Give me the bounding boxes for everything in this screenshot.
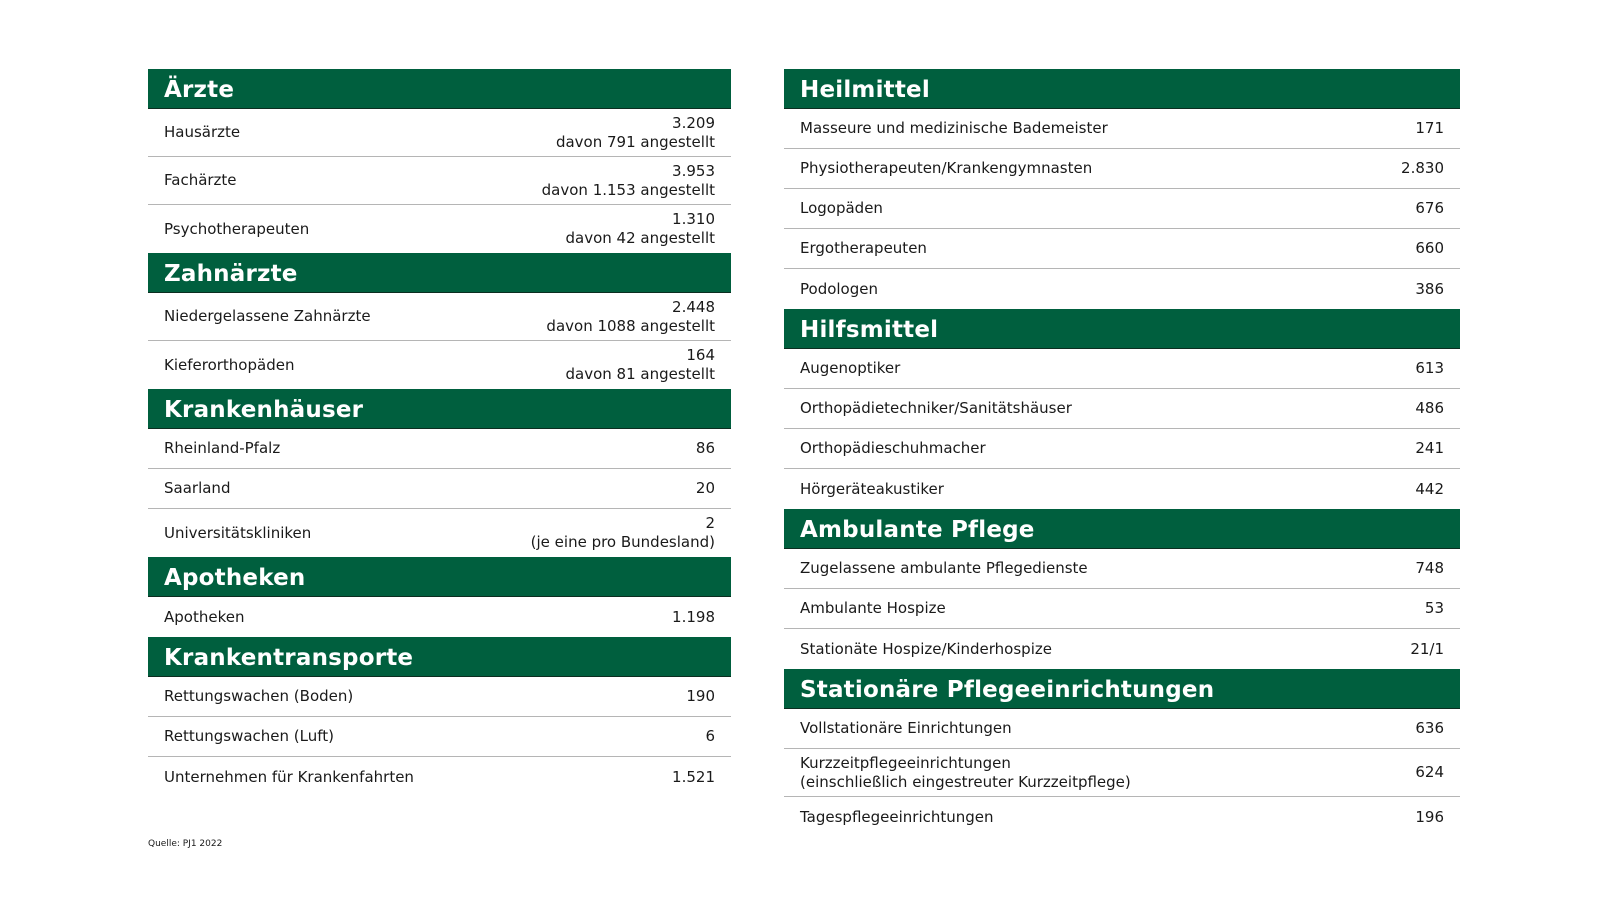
row-label: Masseure und medizinische Bademeister (800, 119, 1108, 137)
row-value: 196 (1415, 807, 1444, 826)
row-label: Hausärzte (164, 123, 241, 141)
table-row (784, 229, 1460, 269)
row-number: 3.209 (672, 113, 715, 132)
row-label: Niedergelassene Zahnärzte (164, 307, 371, 325)
section-header-heilmittel: Heilmittel (784, 69, 1460, 109)
row-value: 624 (1415, 763, 1444, 781)
row-number: 2 (705, 514, 715, 532)
row-label: Ergotherapeuten (800, 239, 927, 257)
table-row (148, 205, 731, 253)
row-value (566, 210, 716, 248)
row-label: Unternehmen für Krankenfahrten (164, 767, 414, 786)
row-value: 241 (1415, 439, 1444, 457)
row-value: 748 (1415, 559, 1444, 577)
row-value: 386 (1415, 279, 1444, 298)
section-header-krankentransporte: Krankentransporte (148, 637, 731, 677)
row-note: davon 42 angestellt (565, 229, 715, 247)
row-number: 164 (686, 346, 715, 364)
table-row (148, 429, 731, 469)
table-row (784, 709, 1460, 749)
table-row (148, 717, 731, 757)
row-value: 486 (1415, 399, 1444, 417)
table-row (148, 597, 731, 637)
table-row (784, 109, 1460, 149)
row-label (800, 754, 1131, 792)
row-label: Fachärzte (164, 171, 237, 189)
row-label: Podologen (800, 279, 878, 298)
table-row (784, 429, 1460, 469)
table-row (148, 293, 731, 341)
row-label: Logopäden (800, 199, 883, 217)
row-label: Rettungswachen (Boden) (164, 687, 354, 705)
row-label: Vollstationäre Einrichtungen (800, 719, 1012, 737)
row-value (546, 298, 715, 336)
row-value: 1.198 (672, 607, 715, 626)
row-note: davon 1.153 angestellt (541, 180, 715, 199)
row-note: davon 791 angestellt (555, 132, 715, 151)
section-header-aerzte: Ärzte (148, 69, 731, 109)
row-label: Apotheken (164, 607, 245, 626)
row-label: Psychotherapeuten (164, 219, 310, 238)
row-value: 190 (686, 687, 715, 705)
row-note: davon 81 angestellt (565, 365, 715, 383)
right-column (784, 69, 1460, 837)
section-header-apotheken: Apotheken (148, 557, 731, 597)
table-row (784, 629, 1460, 669)
row-number: 1.310 (672, 210, 715, 228)
section-header-krankenhaeuser: Krankenhäuser (148, 389, 731, 429)
row-value: 676 (1415, 199, 1444, 217)
row-label: Ambulante Hospize (800, 599, 946, 617)
table-row (784, 797, 1460, 837)
row-label: Zugelassene ambulante Pflegedienste (800, 559, 1088, 577)
table-row (784, 349, 1460, 389)
row-note: davon 1088 angestellt (546, 316, 715, 335)
row-number: 2.448 (672, 297, 715, 316)
row-label: Orthopädieschuhmacher (800, 439, 986, 457)
row-label: Physiotherapeuten/Krankengymnasten (800, 159, 1093, 177)
row-value: 660 (1415, 239, 1444, 257)
row-label-line2: (einschließlich eingestreuter Kurzzeitpflege) (800, 772, 1131, 791)
table-row (148, 341, 731, 389)
row-label: Rettungswachen (Luft) (164, 727, 335, 745)
left-column (148, 69, 731, 797)
row-value: 636 (1415, 719, 1444, 737)
row-value: 21/1 (1410, 639, 1444, 658)
section-header-stationaere-pflege: Stationäre Pflegeeinrichtungen (784, 669, 1460, 709)
table-row (148, 157, 731, 205)
table-row (148, 469, 731, 509)
table-row (784, 269, 1460, 309)
row-number: 3.953 (672, 161, 715, 180)
row-label: Universitätskliniken (164, 523, 312, 542)
row-label: Stationäte Hospize/Kinderhospize (800, 639, 1052, 658)
row-value: 53 (1424, 599, 1444, 617)
row-label-line1: Kurzzeitpflegeeinrichtungen (800, 753, 1011, 772)
table-row (784, 389, 1460, 429)
row-value: 1.521 (672, 767, 715, 786)
row-value (531, 514, 715, 552)
table-row (784, 469, 1460, 509)
section-header-ambulante-pflege: Ambulante Pflege (784, 509, 1460, 549)
row-label: Tagespflegeeinrichtungen (800, 807, 994, 826)
row-value: 6 (705, 727, 715, 745)
table-row (148, 757, 731, 797)
row-label: Rheinland-Pfalz (164, 439, 281, 457)
section-header-hilfsmittel: Hilfsmittel (784, 309, 1460, 349)
row-value: 613 (1415, 359, 1444, 377)
row-value (566, 346, 716, 384)
row-label: Augenoptiker (800, 359, 901, 377)
table-row (148, 509, 731, 557)
row-label: Orthopädietechniker/Sanitätshäuser (800, 399, 1072, 417)
row-value: 171 (1415, 119, 1444, 137)
row-value: 442 (1415, 479, 1444, 498)
table-row (784, 589, 1460, 629)
row-label: Saarland (164, 479, 231, 497)
row-label: Kieferorthopäden (164, 355, 295, 374)
row-label: Hörgeräteakustiker (800, 479, 944, 498)
table-row (148, 677, 731, 717)
row-value: 2.830 (1401, 159, 1444, 177)
table-row (784, 549, 1460, 589)
row-value: 20 (695, 479, 715, 497)
source-note: Quelle: PJ1 2022 (148, 839, 223, 849)
table-row (784, 149, 1460, 189)
row-value: 86 (695, 439, 715, 457)
row-value (556, 114, 715, 152)
section-header-zahnaerzte: Zahnärzte (148, 253, 731, 293)
table-row (784, 749, 1460, 797)
row-note: (je eine pro Bundesland) (530, 533, 715, 551)
row-value (542, 162, 715, 200)
table-row (784, 189, 1460, 229)
table-row (148, 109, 731, 157)
